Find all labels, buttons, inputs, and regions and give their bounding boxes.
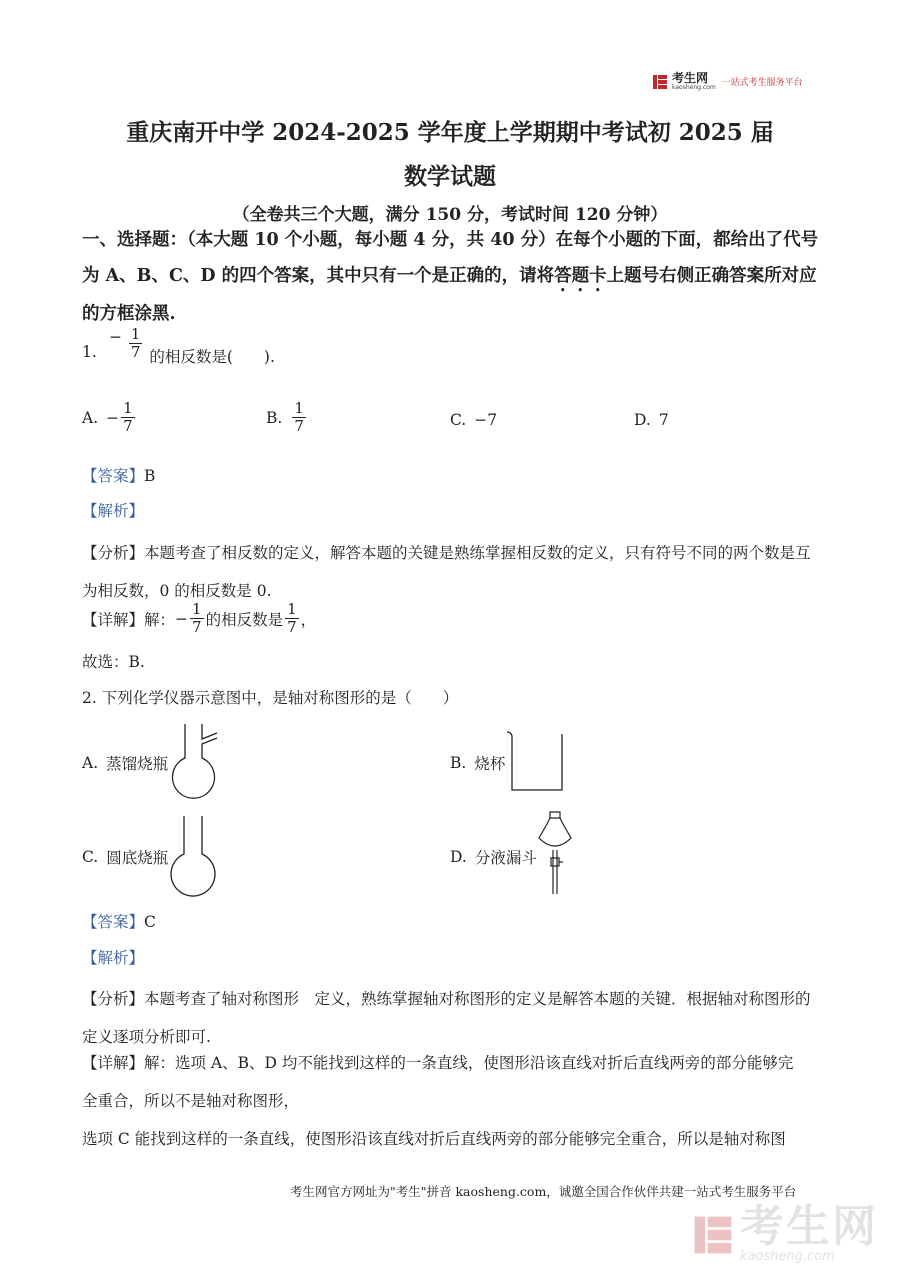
q2-fenxi-l1: 本题考查了轴对称图形 定义，熟练掌握轴对称图形的定义是解答本题的关键．根据轴对称图形的 [144,990,811,1008]
q2-option-b-label: B. [450,754,467,772]
q1-option-b-label: B. [266,408,283,427]
page-footer: 考生网官方网址为"考生"拼音 kaosheng.com，诚邀全国合作伙伴共建一站式考生服务平台 [290,1184,797,1199]
header-logo [652,72,803,91]
q1-option-a-den: 7 [123,417,133,435]
q1-option-d [634,411,669,429]
q1-stem [82,325,275,366]
section-instructions [82,222,822,332]
q1-detail-a: 解： [144,610,176,629]
q1-fraction [129,326,143,361]
q1-fenxi-l1: 本题考查了相反数的定义，解答本题的关键是熟练掌握相反数的定义，只有符号不同的两个数是互 [144,544,811,562]
q2-option-c-label: C. [82,848,99,866]
q2-option-a [82,752,168,774]
q1-answer-value: B [144,467,156,485]
q2-answer-tag: 【答案】 [82,913,145,931]
q1-detail [82,601,316,636]
q1-option-a-frac [121,400,135,435]
watermark [692,1201,878,1264]
logo-slogan: 一站式考生服务平台 [721,78,803,88]
q1-option-a-num: 1 [123,399,133,417]
q1-detail-num2: 1 [287,600,297,618]
q2-option-b-text: 烧杯 [474,755,506,773]
q1-detail-frac1 [190,601,204,636]
q2-stem: 2. 下列化学仪器示意图中，是轴对称图形的是（ ） [82,689,459,707]
page-title: 重庆南开中学 2024-2025 学年度上学期期中考试初 2025 届 [126,119,774,146]
q1-num: 1 [130,325,141,343]
q2-option-d-label: D. [450,848,467,866]
q1-option-d-text: 7 [658,411,669,429]
logo-domain: kaosheng.com [672,84,716,91]
q2-fenxi-l2: 定义逐项分析即可. [82,1028,211,1046]
q2-analysis-tag: 【解析】 [82,949,145,967]
q1-option-b-den: 7 [294,417,304,435]
q2-option-a-text: 蒸馏烧瓶 [106,755,169,773]
q1-analysis-tag: 【解析】 [82,502,145,520]
q2-detail-tag: 【详解】 [82,1054,145,1072]
q2-option-a-label: A. [82,754,99,772]
section-text-2: 上题号右侧正确答案所对应的方框涂黑. [82,266,817,324]
q2-option-b [450,752,505,774]
q1-option-b-frac [292,400,306,435]
q1-fenxi-tag: 【分析】 [82,544,145,562]
q1-option-b-num: 1 [294,399,304,417]
q1-option-c [450,411,497,429]
q1-detail-c: ， [300,610,317,629]
q2-detail-l2: 全重合，所以不是轴对称图形， [82,1092,300,1110]
q1-stem-text: 的相反数是( ). [149,348,275,366]
q1-detail-den1: 7 [192,618,202,636]
logo-name: 考生网 [672,71,709,85]
q1-option-a [82,400,137,435]
page-subtitle: 数学试题 [404,163,496,190]
q1-option-b [266,400,308,435]
q2-answer-value: C [144,913,156,931]
q1-answer-tag: 【答案】 [82,467,145,485]
q1-detail-neg: − [175,609,189,628]
round-bottom-flask-image [166,814,220,898]
q1-conclusion: 故选：B. [82,653,145,671]
q2-detail-l1: 解：选项 A、B、D 均不能找到这样的一条直线，使图形沿该直线对折后直线两旁的部分能够完 [144,1054,794,1072]
q2-option-c [82,846,168,868]
q2-option-d [450,846,537,868]
q2-fenxi-tag: 【分析】 [82,990,145,1008]
q1-neg: − [108,328,122,346]
q1-detail-tag: 【详解】 [82,610,145,629]
q1-detail-b: 的相反数是 [205,610,284,629]
section-emphasis: 答题卡 [554,266,607,286]
q1-option-c-label: C. [450,411,467,429]
q1-option-a-neg: − [106,408,120,427]
separatory-funnel-image [535,810,575,898]
q1-den: 7 [130,343,141,361]
q2-option-d-text: 分液漏斗 [474,849,537,867]
logo-icon [652,74,668,90]
q2-answer [82,910,156,932]
watermark-icon [692,1214,734,1256]
q1-detail-frac2 [285,601,299,636]
q1-fenxi-l2: 为相反数，0 的相反数是 0. [82,582,272,600]
watermark-domain: kaosheng.com [740,1249,835,1264]
exam-info: （全卷共三个大题，满分 150 分，考试时间 120 分钟） [232,205,668,225]
q1-answer [82,464,155,486]
section-text-1: 一、选择题：（本大题 10 个小题，每小题 4 分，共 40 分）在每个小题的下面，都给出了代号为 A、B、C、D 的四个答案，其中只有一个是正确的，请将 [82,230,819,286]
q1-detail-num1: 1 [192,600,202,618]
q1-option-d-label: D. [634,411,651,429]
q1-detail-den2: 7 [287,618,297,636]
q1-number: 1. [82,343,97,361]
distillation-flask-image [165,722,225,804]
q1-option-c-text: −7 [474,411,498,429]
q1-option-a-label: A. [82,408,99,427]
q2-detail-l3: 选项 C 能找到这样的一条直线，使图形沿该直线对折后直线两旁的部分能够完全重合，所以是轴对称图 [82,1130,786,1148]
watermark-text: 考生网 [740,1201,878,1252]
q1-fenxi [82,534,822,610]
q2-option-c-text: 圆底烧瓶 [106,849,169,867]
q2-detail [82,1044,822,1158]
beaker-image [505,728,567,794]
